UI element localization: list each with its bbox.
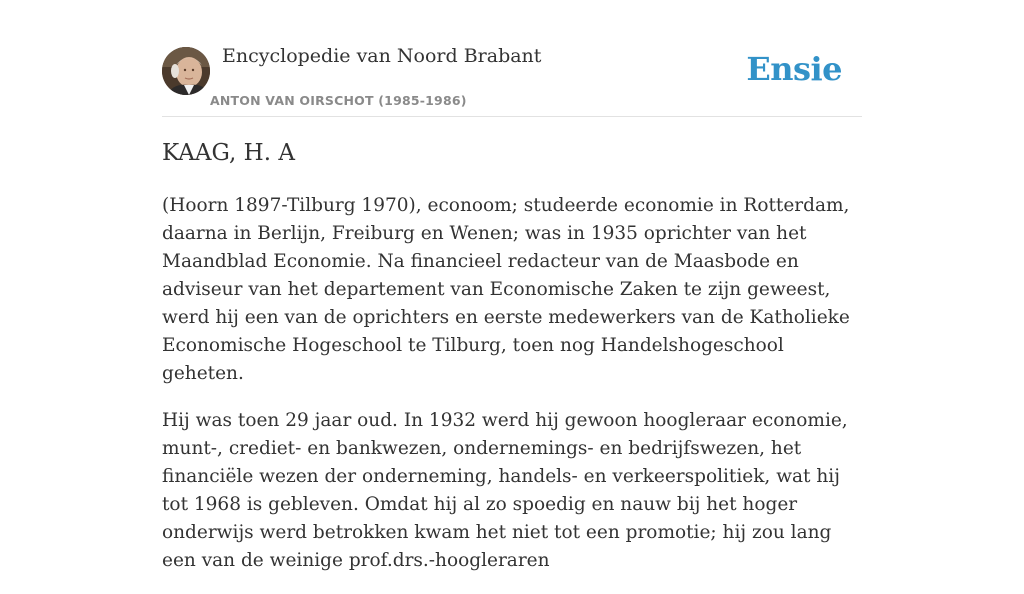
- source-title[interactable]: Encyclopedie van Noord Brabant: [222, 45, 542, 67]
- entry-title: KAAG, H. A: [162, 140, 295, 166]
- author-portrait-icon: [162, 47, 210, 95]
- paragraph: (Hoorn 1897-Tilburg 1970), econoom; studeerde economie in Rotterdam, daarna in Berlijn, Freiburg en Wenen; was in 1935 oprichter van het Maandblad Economie. Na financieel redacteur van de Maasbode en adviseur van het departement van Economische Zaken te zijn geweest, werd hij een van de oprichters en eerste medewerkers van de Katholieke Economische Hogeschool te Tilburg, toen nog Handelshogeschool geheten.: [162, 195, 850, 384]
- paragraph: Hij was toen 29 jaar oud. In 1932 werd hij gewoon hoogleraar economie, munt-, crediet- en bankwezen, ondernemings- en bedrijfswezen, het financiële wezen der onderneming, handels- en verkeerspolitiek, wat hij tot 1968 is gebleven. Omdat hij al zo spoedig en nauw bij het hoger onderwijs werd betrokken kwam het niet tot een promotie; hij zou lang een van de weinige prof.drs.-hoogleraren: [162, 410, 848, 571]
- brand-logo[interactable]: Ensie: [746, 50, 842, 88]
- author-name[interactable]: ANTON VAN OIRSCHOT (1985-1986): [210, 93, 467, 108]
- entry-body: [162, 192, 862, 594]
- source-header: [162, 0, 862, 117]
- article-page: [162, 0, 862, 571]
- author-avatar[interactable]: [162, 47, 210, 95]
